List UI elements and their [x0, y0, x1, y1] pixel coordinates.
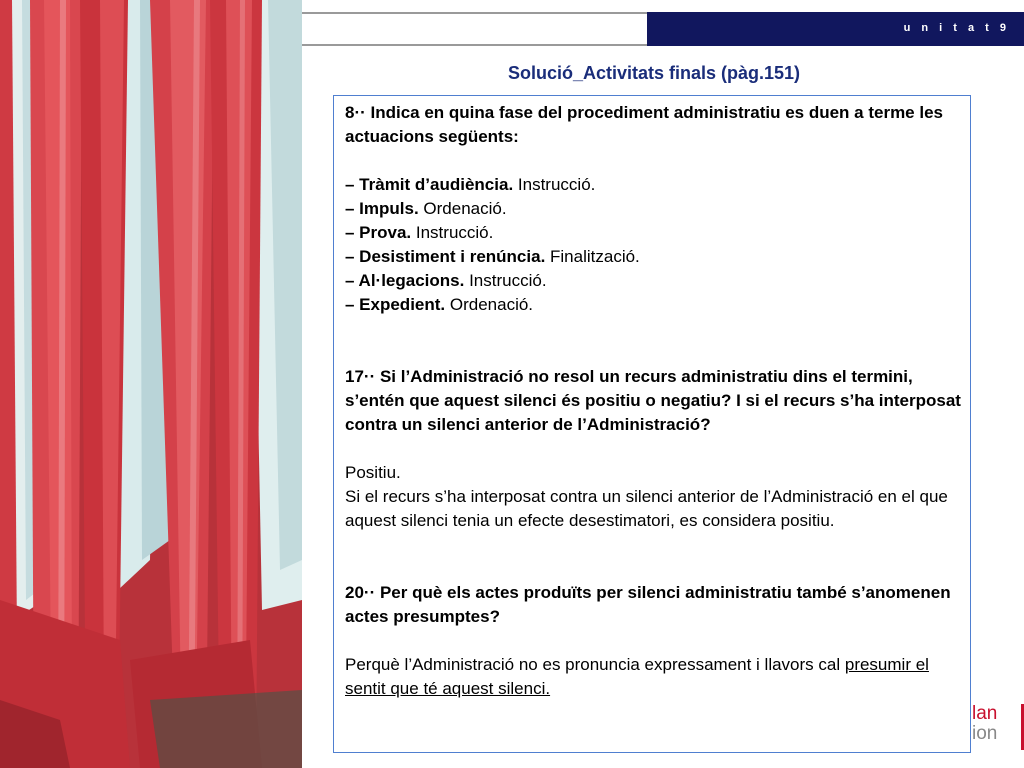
- item-answer: Finalització.: [545, 247, 640, 266]
- answer-item: [345, 197, 962, 221]
- question-8: 8·· Indica en quina fase del procediment administratiu es duen a terme les actuacions següents:: [345, 103, 943, 146]
- slide-title: Solució_Activitats finals (pàg.151): [507, 63, 801, 83]
- item-answer: Instrucció.: [411, 223, 494, 242]
- answer-17-line2: Si el recurs s’ha interposat contra un silenci anterior de l’Administració en el que aquest silenci tenia un efecte desestimatori, es considera positiu.: [345, 487, 948, 530]
- item-term: – Al·legacions.: [345, 271, 465, 290]
- spacer: [345, 629, 962, 653]
- answer-item: [345, 293, 962, 317]
- answer-20-part1: Perquè l’Administració no es pronuncia expressament i llavors cal: [345, 655, 845, 674]
- answer-20-part2: presumir el sentit que té aquest silenci.: [345, 655, 929, 698]
- logo-text-line1: lan: [972, 703, 998, 724]
- content-box: [333, 95, 971, 753]
- item-answer: Ordenació.: [418, 199, 507, 218]
- logo-text-line2: ion: [972, 723, 998, 744]
- spacer: [345, 533, 962, 581]
- answer-17-line1: Positiu.: [345, 463, 401, 482]
- spacer: [345, 437, 962, 461]
- item-term: – Tràmit d’audiència.: [345, 175, 514, 194]
- item-answer: Instrucció.: [464, 271, 547, 290]
- header-bar: [647, 12, 1024, 46]
- answer-item: [345, 173, 962, 197]
- header-rule-top: [302, 12, 647, 14]
- item-term: – Impuls.: [345, 199, 419, 218]
- folders-photo: [0, 0, 302, 768]
- header-rule-bottom: [302, 44, 647, 46]
- question-20: 20·· Per què els actes produïts per silenci administratiu també s’anomenen actes presumptes?: [345, 583, 951, 626]
- item-answer: Ordenació.: [445, 295, 534, 314]
- item-answer: Instrucció.: [513, 175, 596, 194]
- item-term: – Prova.: [345, 223, 412, 242]
- spacer: [345, 317, 962, 365]
- answer-20: [345, 653, 962, 701]
- spacer: [345, 149, 962, 173]
- item-term: – Expedient.: [345, 295, 446, 314]
- question-17: 17·· Si l’Administració no resol un recurs administratiu dins el termini, s’entén que aquest silenci és positiu o negatiu? I si el recurs s’ha interposat contra un silenci anterior de l’Administració?: [345, 367, 961, 434]
- item-term: – Desistiment i renúncia.: [345, 247, 546, 266]
- answer-item: [345, 269, 962, 293]
- unit-label: u n i t a t 9: [903, 22, 1010, 34]
- answer-item: [345, 245, 962, 269]
- answer-item: [345, 221, 962, 245]
